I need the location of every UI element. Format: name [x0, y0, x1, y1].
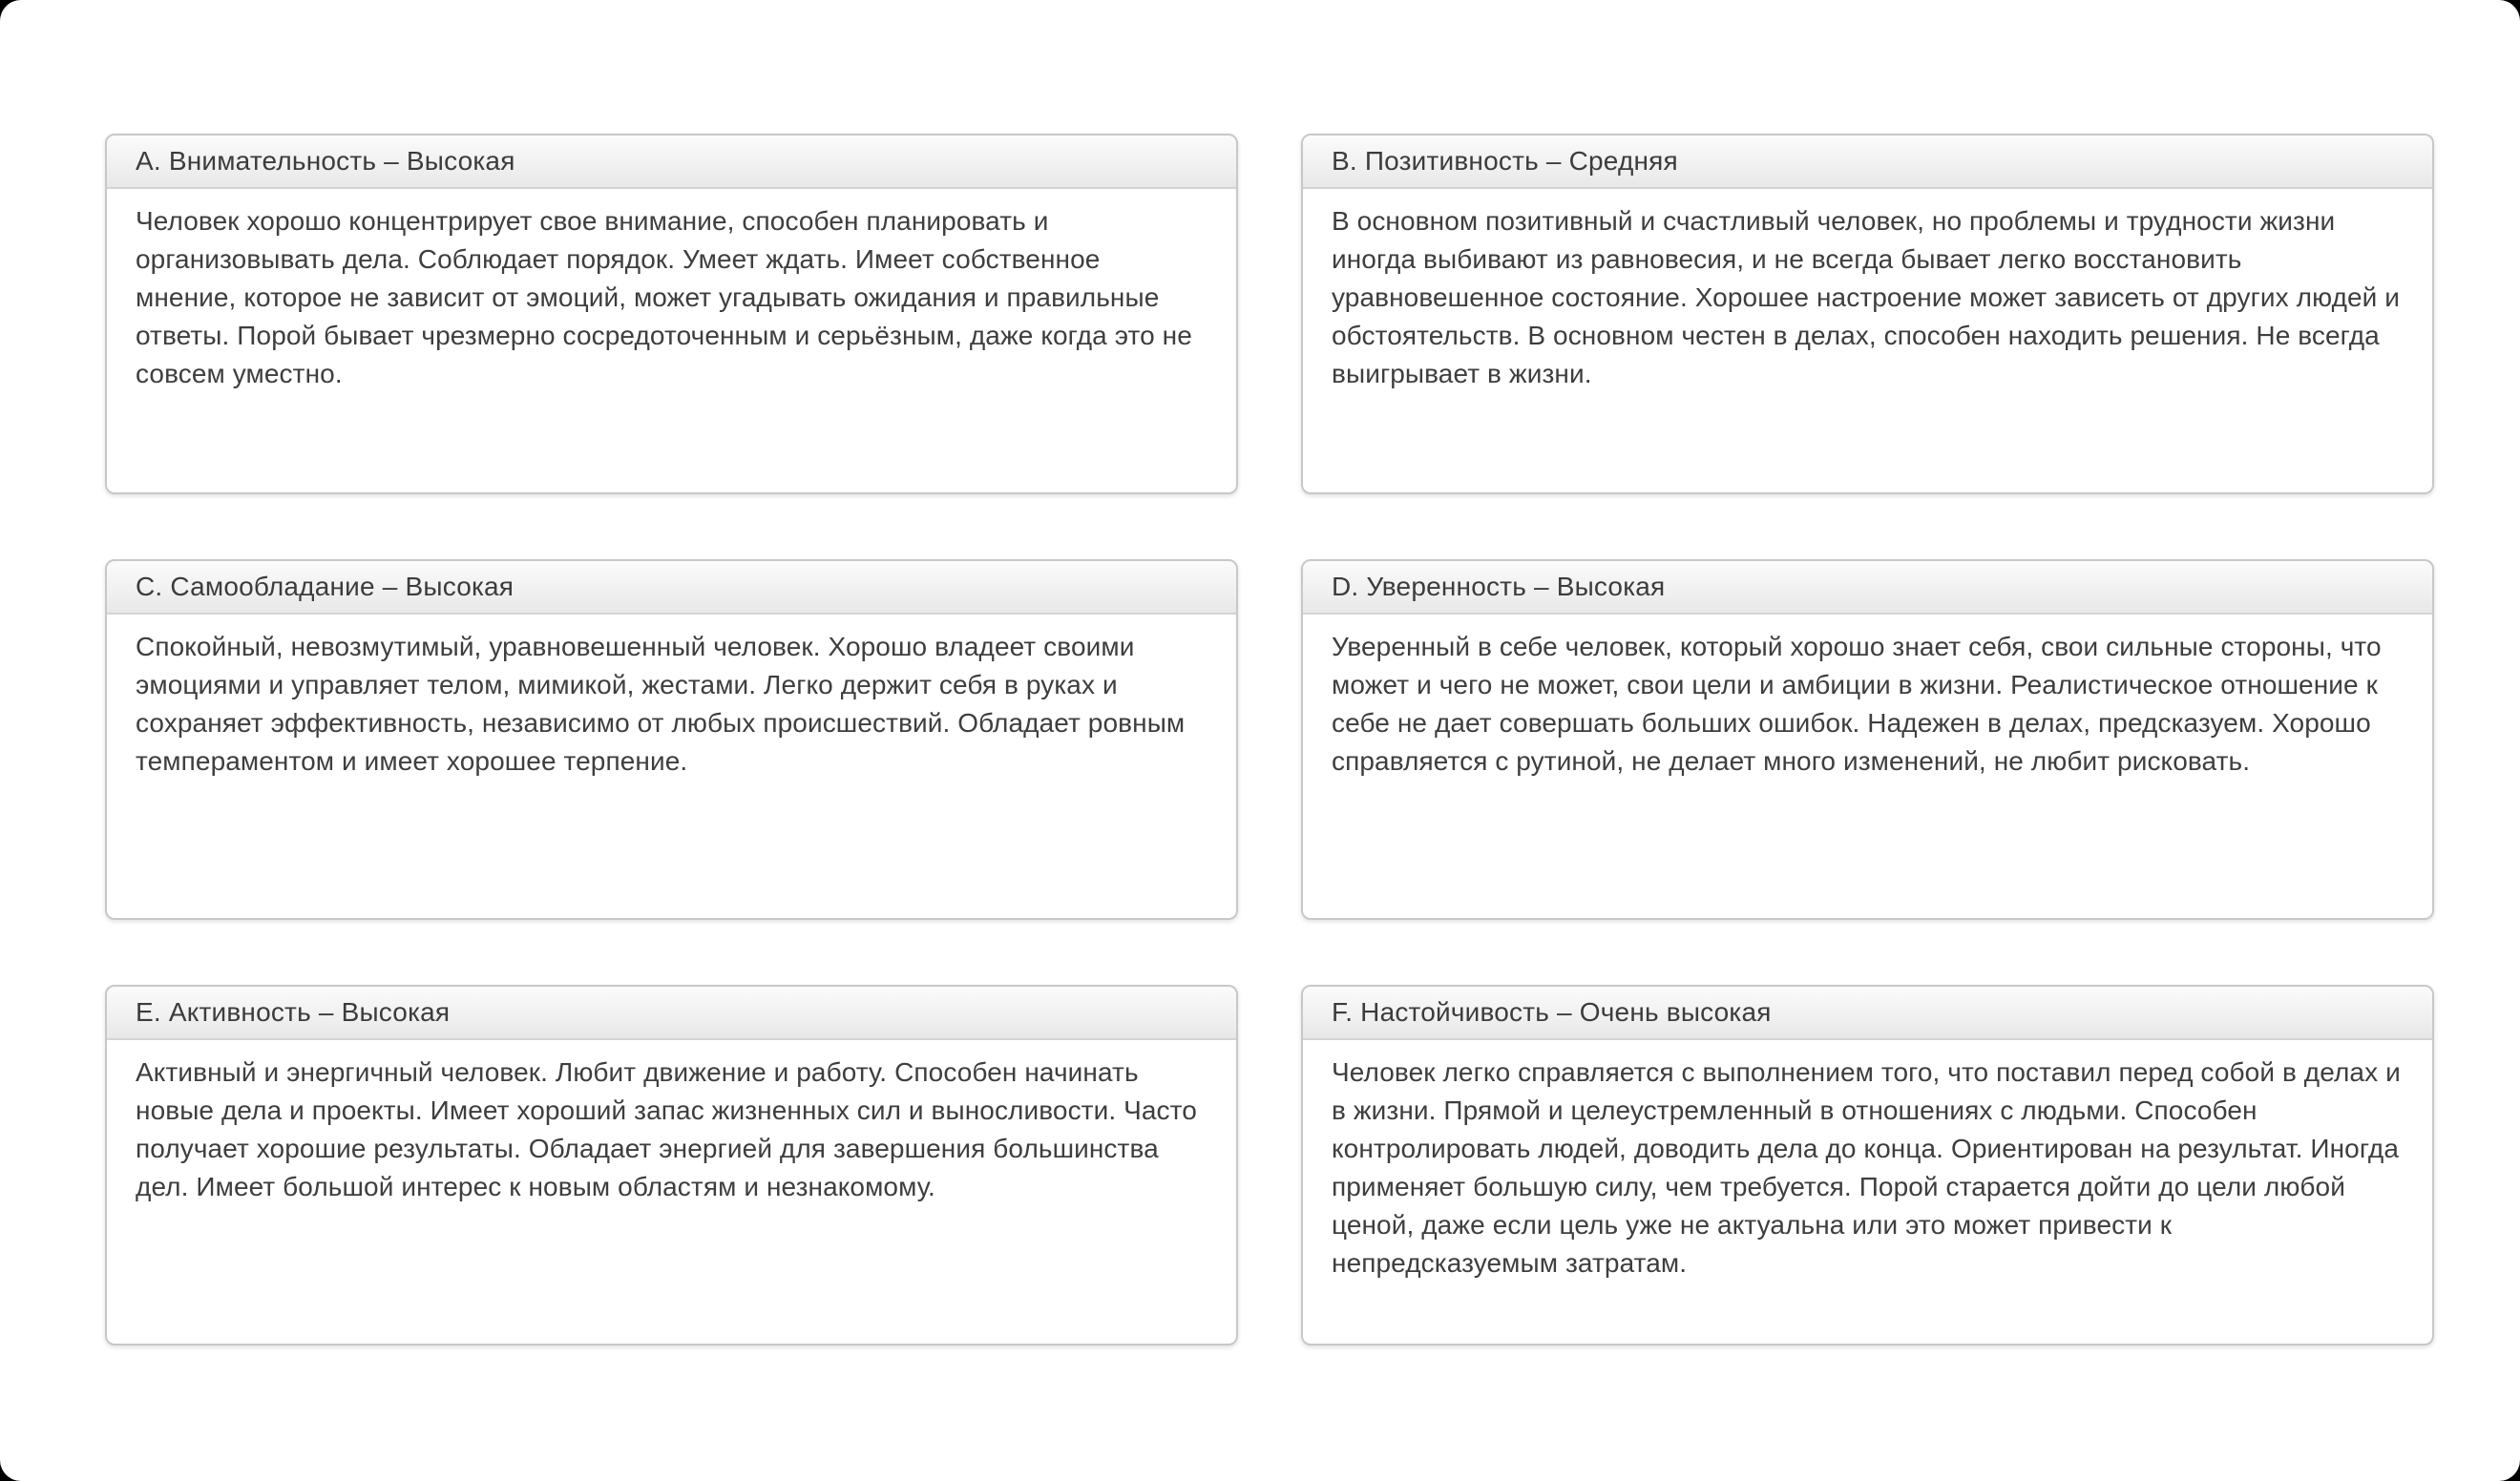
trait-card-body	[107, 1040, 1236, 1206]
trait-card-title: F. Настойчивость – Очень высокая	[1332, 997, 1772, 1027]
trait-card-body	[107, 615, 1236, 781]
trait-card-title: E. Активность – Высокая	[136, 997, 451, 1027]
trait-card-header	[107, 136, 1236, 189]
trait-cards-grid	[105, 134, 2434, 1345]
trait-card-title: D. Уверенность – Высокая	[1332, 572, 1666, 601]
trait-card-header	[1303, 987, 2432, 1040]
trait-description: Человек легко справляется с выполнением того, что поставил перед собой в делах и в жизни. Прямой и целеустремленный в отношениях с людьми. Способен контролировать людей, доводить дела до конца. Ориентирован на результат. Иногда применяет большую силу, чем требуется. Порой старается дойти до цели любой ценой, даже если цель уже не актуальна или это может привести к непредсказуемым затратам.	[1332, 1057, 2401, 1278]
trait-card-body	[1303, 189, 2432, 393]
trait-card-header	[1303, 561, 2432, 615]
trait-card-body	[1303, 615, 2432, 781]
trait-card-confidence	[1301, 559, 2434, 920]
trait-card-self-control	[105, 559, 1238, 920]
trait-card-activity	[105, 985, 1238, 1345]
trait-description: Уверенный в себе человек, который хорошо знает себя, свои сильные стороны, что может и чего не может, свои цели и амбиции в жизни. Реалистическое отношение к себе не дает совершать больших ошибок. Надежен в делах, предсказуем. Хорошо справляется с рутиной, не делает много изменений, не любит рисковать.	[1332, 632, 2382, 776]
trait-description: Активный и энергичный человек. Любит движение и работу. Способен начинать новые дела и проекты. Имеет хороший запас жизненных сил и выносливости. Часто получает хорошие результаты. Обладает энергией для завершения большинства дел. Имеет большой интерес к новым областям и незнакомому.	[136, 1057, 1197, 1201]
trait-description: В основном позитивный и счастливый человек, но проблемы и трудности жизни иногда выбивают из равновесия, и не всегда бывает легко восстановить уравновешенное состояние. Хорошее настроение может зависеть от других людей и обстоятельств. В основном честен в делах, способен находить решения. Не всегда выигрывает в жизни.	[1332, 206, 2401, 388]
trait-card-body	[1303, 1040, 2432, 1283]
trait-card-title: C. Самообладание – Высокая	[136, 572, 514, 601]
trait-card-title: A. Внимательность – Высокая	[136, 146, 515, 176]
trait-description: Спокойный, невозмутимый, уравновешенный человек. Хорошо владеет своими эмоциями и управляет телом, мимикой, жестами. Легко держит себя в руках и сохраняет эффективность, независимо от любых происшествий. Обладает ровным темпераментом и имеет хорошее терпение.	[136, 632, 1186, 776]
trait-card-attentiveness	[105, 134, 1238, 494]
trait-card-positivity	[1301, 134, 2434, 494]
trait-card-body	[107, 189, 1236, 393]
trait-card-persistence	[1301, 985, 2434, 1345]
trait-card-header	[107, 987, 1236, 1040]
trait-card-header	[107, 561, 1236, 615]
trait-card-header	[1303, 136, 2432, 189]
trait-description: Человек хорошо концентрирует свое внимание, способен планировать и организовывать дела. Соблюдает порядок. Умеет ждать. Имеет собственное мнение, которое не зависит от эмоций, может угадывать ожидания и правильные ответы. Порой бывает чрезмерно сосредоточенным и серьёзным, даже когда это не совсем уместно.	[136, 206, 1192, 388]
trait-card-title: B. Позитивность – Средняя	[1332, 146, 1678, 176]
